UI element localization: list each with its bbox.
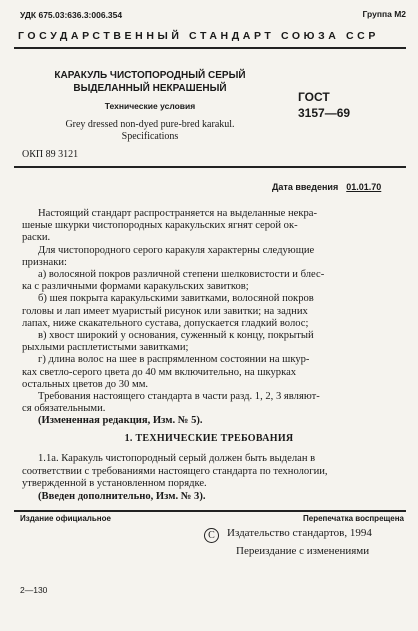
gost-number: 3157—69 — [298, 106, 351, 120]
okp-rule — [14, 166, 406, 168]
page-number: 2—130 — [20, 585, 48, 595]
udk-code: УДК 675.03:636.3:006.354 — [20, 10, 123, 20]
text-line: утвержденной в установленном порядке. — [22, 478, 207, 489]
copyright-icon: C — [204, 528, 219, 543]
text-line: ках светло-серого цвета до 40 мм включительно, на шкурках — [22, 366, 297, 378]
text-line: рыхлыми расплетистыми завитками; — [22, 342, 189, 354]
english-title-line-2: Specifications — [121, 131, 179, 142]
title-line-2: ВЫДЕЛАННЫЙ НЕКРАШЕНЫЙ — [73, 83, 227, 94]
introduction-label: Дата введения — [272, 182, 339, 192]
text-line: головы и лап имеет муаристый рисунок или завитки; на задних — [22, 305, 308, 317]
text-line: соответствии с требованиями настоящего стандарта по технологии, — [22, 465, 328, 477]
text-line: остальных цветов до 30 мм. — [22, 378, 149, 390]
text-line: ка с различными формами каракульских завитков; — [22, 281, 249, 293]
text-line: раски. — [22, 232, 51, 244]
introduction-date — [272, 182, 381, 192]
text-line: лапах, ниже скакательного сустава, допускается гладкий волос; — [22, 317, 309, 329]
footer-rule — [14, 510, 406, 512]
text-line: признаки: — [22, 256, 67, 268]
text-line: Для чистопородного серого каракуля характерны следующие — [38, 244, 315, 256]
text-line: (Введен дополнительно, Изм. № 3). — [38, 490, 206, 502]
official-edition: Издание официальное — [20, 514, 111, 523]
text-line: 1.1а. Каракуль чистопородный серый должен быть выделан в — [38, 453, 316, 464]
reissue-note: Переиздание с изменениями — [236, 545, 370, 557]
text-line: Настоящий стандарт распространяется на выделанные некра- — [38, 208, 318, 219]
copyright — [204, 527, 372, 543]
okp-code: ОКП 89 3121 — [22, 149, 79, 160]
text-line: ся обязательными. — [22, 403, 106, 415]
introduction-date-value: 01.01.70 — [346, 182, 382, 192]
text-line: в) хвост широкий у основания, суженный к концу, покрытый — [38, 330, 314, 341]
text-line: Требования настоящего стандарта в части разд. 1, 2, 3 являют- — [38, 391, 320, 402]
state-standard-heading: ГОСУДАРСТВЕННЫЙ СТАНДАРТ СОЮЗА ССР — [18, 30, 379, 42]
publisher: Издательство стандартов, 1994 — [227, 527, 372, 539]
title-line-1: КАРАКУЛЬ ЧИСТОПОРОДНЫЙ СЕРЫЙ — [54, 70, 246, 81]
header-rule — [14, 47, 406, 49]
english-title-line-1: Grey dressed non-dyed pure-bred karakul. — [65, 119, 235, 130]
text-line: г) длина волос на шее в распрямленном состоянии на шкур- — [38, 354, 310, 366]
text-line: шеные шкурки чистопородных каракульских ягнят серой ок- — [22, 220, 298, 232]
text-line: а) волосяной покров различной степени шелковистости и блес- — [38, 269, 325, 280]
text-line: б) шея покрыта каракульскими завитками, волосяной покров — [38, 293, 314, 305]
reprint-notice: Перепечатка воспрещена — [303, 514, 404, 523]
group-code: Группа М2 — [362, 9, 406, 19]
subtitle: Технические условия — [104, 101, 196, 111]
section-heading: 1. ТЕХНИЧЕСКИЕ ТРЕБОВАНИЯ — [124, 433, 294, 444]
gost-label: ГОСТ — [298, 90, 330, 104]
text-line: (Измененная редакция, Изм. № 5). — [38, 415, 203, 427]
